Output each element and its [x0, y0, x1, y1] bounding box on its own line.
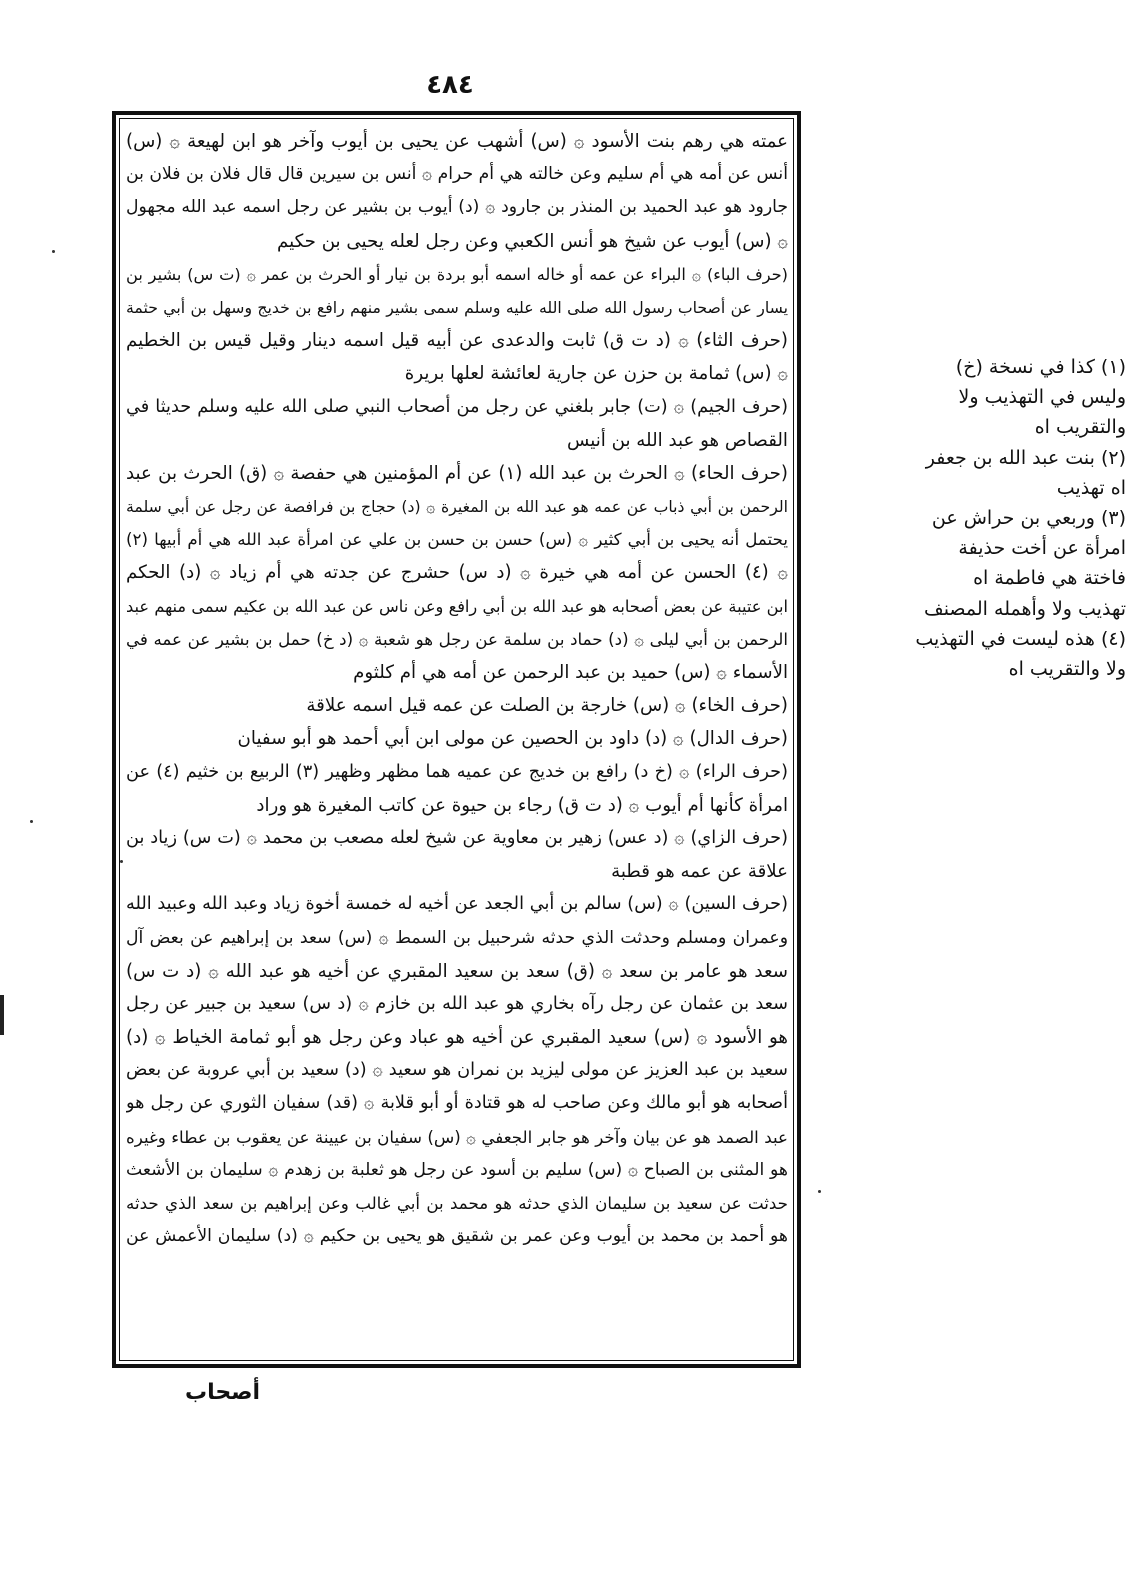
- main-text-block: [126, 125, 788, 1353]
- text-line: الرحمن بن أبي ليلى ۞ (د) حماد بن سلمة عن رجل هو شعبة ۞ (د خ) حمل بن بشير عن عمه في: [126, 628, 788, 649]
- text-line: يحتمل أنه يحيى بن أبي كثير ۞ (س) حسن بن حسن بن علي عن امرأة عبد الله هي أم أبيها (٢): [126, 529, 788, 550]
- binding-edge-mark: [0, 995, 4, 1035]
- text-line: (حرف الجيم) ۞ (ت) جابر بلغني عن رجل من أصحاب النبي صلى الله عليه وسلم حديثا في: [126, 396, 788, 417]
- text-line: (حرف الزاي) ۞ (د عس) زهير بن معاوية عن شيخ لعله مصعب بن محمد ۞ (ت س) زياد بن: [126, 827, 788, 848]
- text-line: عبد الصمد هو عن بيان وآخر هو جابر الجعفي ۞ (س) سفيان بن عيينة عن يعقوب بن عطاء وغيره: [126, 1126, 788, 1147]
- text-line: ۞ (س) ثمامة بن حزن عن جارية لعائشة لعلها بريرة: [404, 363, 788, 385]
- text-line: امرأة كأنها أم أيوب ۞ (د ت ق) رجاء بن حيوة عن كاتب المغيرة هو وراد: [256, 794, 788, 816]
- footnote-line: (١) كذا في نسخة (خ): [955, 356, 1126, 378]
- footnote-line: (٣) وربعي بن حراش عن: [931, 506, 1126, 529]
- text-line: القصاص هو عبد الله بن أنيس: [567, 429, 788, 451]
- footnote-line: والتقريب اه: [1034, 416, 1126, 439]
- scan-speck: [52, 250, 55, 253]
- text-line: هو الأسود ۞ (س) سعيد المقبري عن أخيه هو عباد وعن رجل هو أبو ثمامة الخياط ۞ (د): [126, 1027, 788, 1049]
- footnote-line: اه تهذيب: [1056, 476, 1126, 499]
- text-line: (حرف الخاء) ۞ (س) خارجة بن الصلت عن عمه قيل اسمه علاقة: [306, 695, 788, 717]
- text-line: سعيد بن عبد العزيز عن مولى ليزيد بن نمران هو سعيد ۞ (د) سعيد بن أبي عروبة عن بعض: [126, 1060, 788, 1081]
- text-line: (حرف الباء) ۞ البراء عن عمه أو خاله اسمه أبو بردة بن نيار أو الحرث بن عمر ۞ (ت س) بشير بن: [126, 264, 788, 284]
- footnote-line: امرأة عن أخت حذيفة: [958, 537, 1126, 560]
- text-line: (حرف الراء) ۞ (خ د) رافع بن خديج عن عميه هما مظهر وظهير (٣) الربيع بن خثيم (٤) عن: [126, 761, 788, 782]
- page-number: ٤٨٤: [426, 70, 474, 100]
- text-line: حدثت عن سعيد بن سليمان الذي حدثه هو محمد بن أبي غالب وعن إبراهيم بن سعد الذي حدثه: [126, 1193, 788, 1213]
- text-line: عمته هي رهم بنت الأسود ۞ (س) أشهب عن يحيى بن أيوب وآخر هو ابن لهيعة ۞ (س): [126, 131, 788, 152]
- footnote-line: ولا والتقريب اه: [1008, 657, 1126, 680]
- text-line: ۞ (س) أيوب عن شيخ هو أنس الكعبي وعن رجل لعله يحيى بن حكيم: [277, 230, 788, 252]
- text-line: يسار عن أصحاب رسول الله صلى الله عليه وسلم سمى بشير منهم رافع بن خديج وسهل بن أبي حثمة: [126, 297, 788, 317]
- text-line: علاقة عن عمه هو قطبة: [611, 861, 788, 883]
- text-line: ۞ (٤) الحسن عن أمه هي خيرة ۞ (د س) حشرج عن جدته هي أم زياد ۞ (د) الحكم: [126, 562, 788, 584]
- text-line: (حرف السين) ۞ (س) سالم بن أبي الجعد عن أخيه له خمسة أخوة زياد وعبد الله وعبيد الله: [126, 894, 788, 915]
- text-line: الرحمن بن أبي ذباب عن عمه هو عبد الله بن المغيرة ۞ (د) حجاج بن فرافصة عن رجل عن أبي سلمة: [126, 497, 788, 517]
- text-line: سعد هو عامر بن سعد ۞ (ق) سعد بن سعيد المقبري عن أخيه هو عبد الله ۞ (د ت س): [126, 960, 788, 982]
- text-line: هو المثنى بن الصباح ۞ (س) سليم بن أسود عن رجل هو ثعلبة بن زهدم ۞ سليمان بن الأشعث: [126, 1159, 788, 1180]
- catchword: أصحاب: [184, 1380, 260, 1405]
- footnote-line: (٤) هذه ليست في التهذيب: [915, 627, 1126, 650]
- text-line: أصحابه هو أبو مالك وعن صاحب له هو قتادة أو أبو قلابة ۞ (قد) سفيان الثوري عن رجل هو: [126, 1093, 788, 1114]
- text-line: أنس عن أمه هي أم سليم وعن خالته هي أم حرام ۞ أنس بن سيرين قال قال فلان بن فلان بن: [126, 164, 788, 185]
- text-line: (حرف الثاء) ۞ (د ت ق) ثابت والدعدى عن أبيه قيل اسمه دينار وقيل قيس بن الخطيم: [126, 330, 788, 352]
- scan-speck: [818, 1190, 821, 1193]
- scan-speck: [120, 860, 123, 863]
- text-line: سعد بن عثمان عن رجل رآه بخاري هو عبد الله بن خازم ۞ (د س) سعيد بن جبير عن رجل: [126, 993, 788, 1014]
- margin-footnotes: [808, 352, 1126, 684]
- text-line: ابن عتيبة عن بعض أصحابه هو عبد الله بن أبي رافع وعن ناس عن عبد الله بن عكيم سمى منهم عبد: [126, 596, 788, 616]
- footnote-line: تهذيب ولا وأهمله المصنف: [924, 597, 1126, 620]
- text-line: الأسماء ۞ (س) حميد بن عبد الرحمن عن أمه هي أم كلثوم: [353, 662, 788, 683]
- text-line: (حرف الدال) ۞ (د) داود بن الحصين عن مولى ابن أبي أحمد هو أبو سفيان: [237, 728, 788, 750]
- footnote-line: وليس في التهذيب ولا: [958, 386, 1126, 409]
- scan-speck: [30, 820, 33, 823]
- text-line: وعمران ومسلم وحدثت الذي حدثه شرحبيل بن السمط ۞ (س) سعد بن إبراهيم عن بعض آل: [126, 927, 788, 948]
- footnote-line: (٢) بنت عبد الله بن جعفر: [925, 446, 1126, 469]
- text-line: هو أحمد بن محمد بن أيوب وعن عمر بن شقيق هو يحيى بن حكيم ۞ (د) سليمان الأعمش عن: [126, 1226, 788, 1247]
- text-line: جارود هو عبد الحميد بن المنذر بن جارود ۞ (د) أيوب بن بشير عن رجل اسمه عبد الله مجهول: [126, 197, 788, 218]
- text-line: (حرف الحاء) ۞ الحرث بن عبد الله (١) عن أم المؤمنين هي حفصة ۞ (ق) الحرث بن عبد: [126, 462, 788, 484]
- footnote-line: فاختة هي فاطمة اه: [973, 567, 1126, 590]
